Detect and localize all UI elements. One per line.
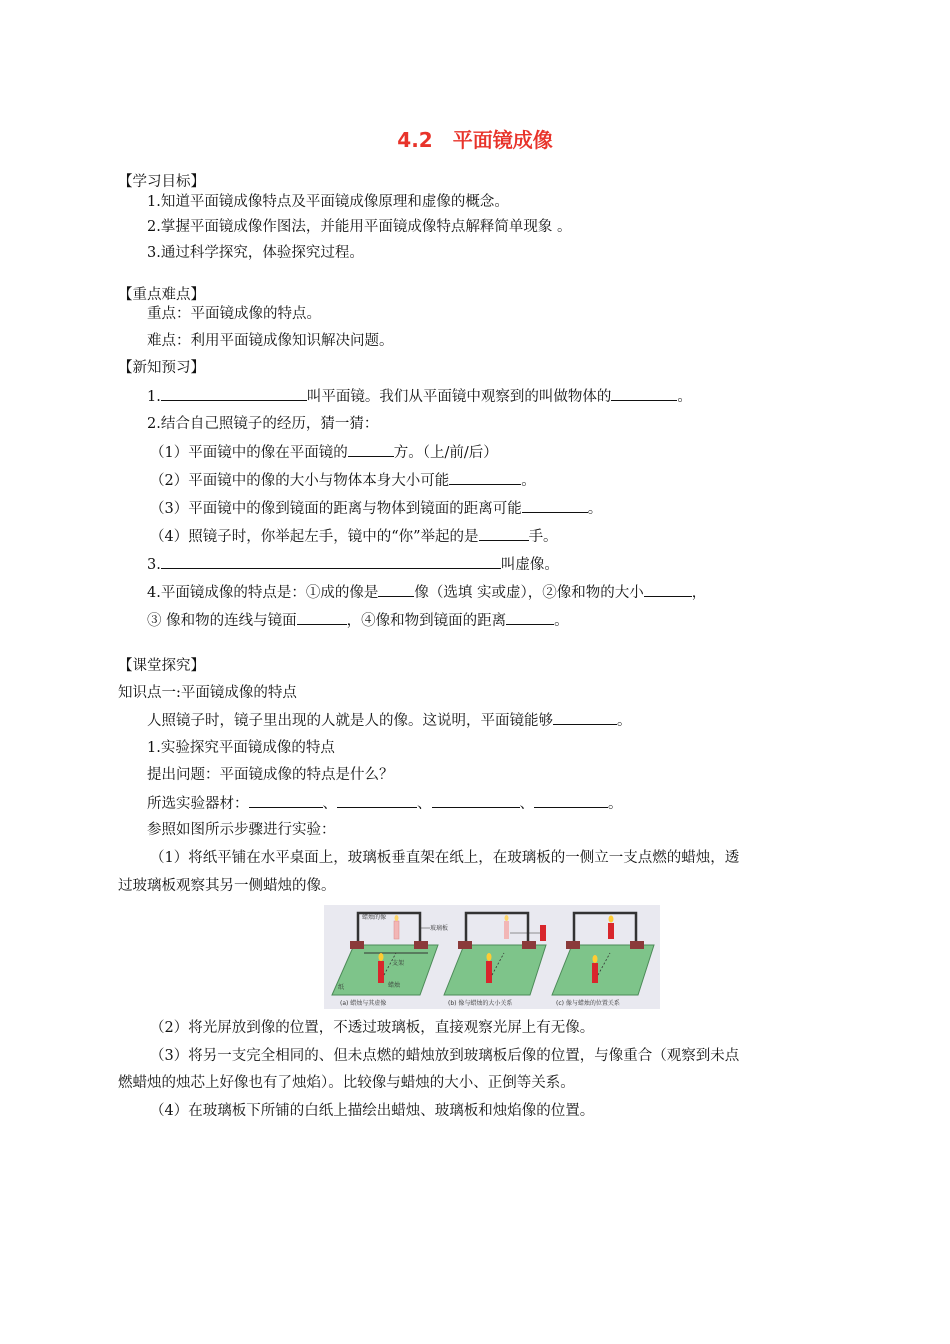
label-glass: 玻璃板 <box>430 925 449 932</box>
goal-item-3: 3.通过科学探究，体验探究过程。 <box>147 245 364 261</box>
steps-intro: 参照如图所示步骤进行实验： <box>147 822 336 838</box>
preview-q2-1: （1）平面镜中的像在平面镜的 方。（上/前/后） <box>150 442 498 463</box>
preview-q1: 1. 叫平面镜。我们从平面镜中观察到的叫做物体的 。 <box>147 386 692 407</box>
step-1-line-1: （1）将纸平铺在水平桌面上，玻璃板垂直架在纸上，在玻璃板的一侧立一支点燃的蜡烛，透 <box>150 850 740 866</box>
blank[interactable] <box>534 793 608 808</box>
figure-panel-b <box>444 913 546 1007</box>
explore-header: 【课堂探究】 <box>118 658 205 674</box>
preview-q2-3: （3）平面镜中的像到镜面的距离与物体到镜面的距离可能 。 <box>150 498 602 519</box>
step-3-line-1: （3）将另一支完全相同的、但未点燃的蜡烛放到玻璃板后像的位置，与像重合（观察到未点 <box>150 1048 740 1064</box>
blank[interactable] <box>337 793 417 808</box>
goals-header: 【学习目标】 <box>118 174 205 190</box>
blank[interactable] <box>249 793 323 808</box>
blank[interactable] <box>161 554 501 569</box>
blank[interactable] <box>522 498 588 513</box>
preview-q2-4: （4）照镜子时，你举起左手，镜中的“你”举起的是 手。 <box>150 526 558 547</box>
keypoint-focus: 重点：平面镜成像的特点。 <box>147 306 321 322</box>
blank[interactable] <box>611 386 677 401</box>
step-3-line-2: 燃蜡烛的烛芯上好像也有了烛焰）。比较像与蜡烛的大小、正倒等关系。 <box>118 1075 575 1091</box>
label-candle: 蜡烛 <box>388 982 401 989</box>
preview-q2: 2.结合自己照镜子的经历，猜一猜： <box>147 416 379 432</box>
preview-q2-2: （2）平面镜中的像的大小与物体本身大小可能 。 <box>150 470 536 491</box>
blank[interactable] <box>449 470 521 485</box>
preview-header: 【新知预习】 <box>118 360 205 376</box>
keypoints-header: 【重点难点】 <box>118 287 205 303</box>
step-2: （2）将光屏放到像的位置，不透过玻璃板，直接观察光屏上有无像。 <box>150 1020 595 1036</box>
explore-intro: 人照镜子时，镜子里出现的人就是人的像。这说明，平面镜能够 。 <box>147 710 632 731</box>
label-paper: 纸 <box>338 984 345 991</box>
goal-item-1: 1.知道平面镜成像特点及平面镜成像原理和虚像的概念。 <box>147 194 509 210</box>
step-4: （4）在玻璃板下所铺的白纸上描绘出蜡烛、玻璃板和烛焰像的位置。 <box>150 1103 595 1119</box>
materials-line: 所选实验器材： 、 、 、 。 <box>147 793 623 814</box>
goal-item-2: 2.掌握平面镜成像作图法，并能用平面镜成像特点解释简单现象 。 <box>147 219 572 235</box>
experiment-figure <box>324 905 660 1009</box>
preview-q3: 3. 叫虚像。 <box>147 554 559 575</box>
figure-panel-c <box>552 913 654 1007</box>
blank[interactable] <box>348 442 394 457</box>
label-stand: 支架 <box>392 960 405 967</box>
step-1-line-2: 过玻璃板观察其另一侧蜡烛的像。 <box>118 878 336 894</box>
blank[interactable] <box>479 526 529 541</box>
preview-q4-line2: ③ 像和物的连线与镜面 ，④像和物到镜面的距离 。 <box>147 610 569 631</box>
blank[interactable] <box>161 386 307 401</box>
figure-panel-a <box>332 913 448 1007</box>
caption-c: (c) 像与蜡烛的位置关系 <box>556 1000 620 1007</box>
caption-b: (b) 像与蜡烛的大小关系 <box>448 1000 513 1007</box>
blank[interactable] <box>644 582 692 597</box>
blank[interactable] <box>378 582 414 597</box>
experiment-title: 1.实验探究平面镜成像的特点 <box>147 740 335 756</box>
preview-q4-line1: 4.平面镜成像的特点是：①成的像是 像（选填 实或虚），②像和物的大小 ， <box>147 582 706 603</box>
blank[interactable] <box>432 793 520 808</box>
label-candle-image: 蜡烛的像 <box>362 914 387 921</box>
keypoint-difficulty: 难点：利用平面镜成像知识解决问题。 <box>147 333 394 349</box>
blank[interactable] <box>553 710 617 725</box>
blank[interactable] <box>297 610 347 625</box>
knowledge-point-1: 知识点一:平面镜成像的特点 <box>118 685 297 701</box>
experiment-question: 提出问题：平面镜成像的特点是什么？ <box>147 767 394 783</box>
blank[interactable] <box>506 610 554 625</box>
page-title: 4.2 平面镜成像 <box>397 128 553 152</box>
caption-a: (a) 蜡烛与其虚像 <box>340 1000 387 1007</box>
